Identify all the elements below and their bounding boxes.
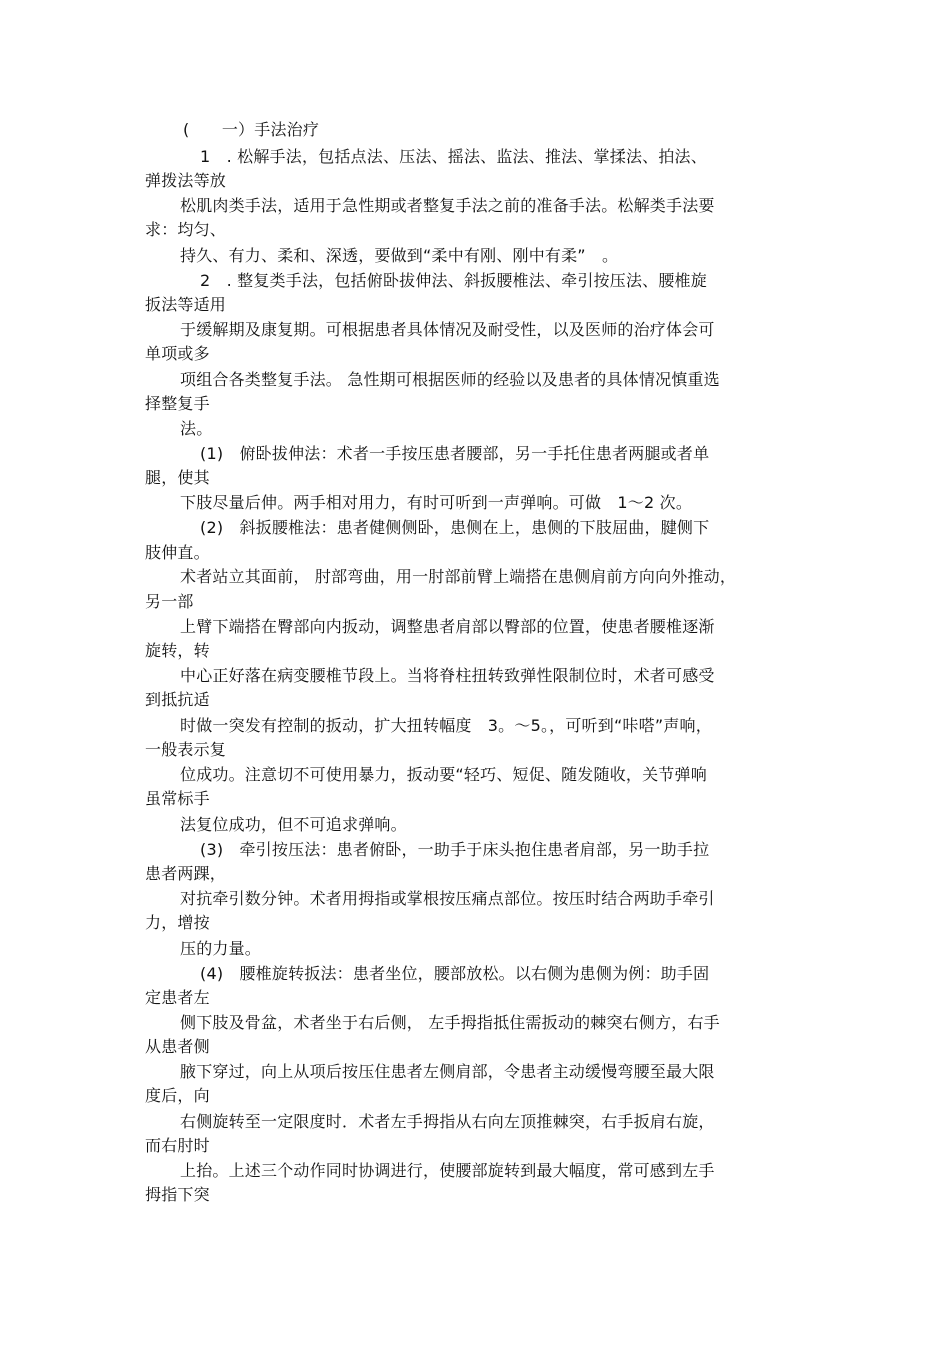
- paragraph-line: 松肌肉类手法，适用于急性期或者整复手法之前的准备手法。松解类手法要: [180, 196, 715, 215]
- paragraph-line: 右侧旋转至一定限度时．术者左手拇指从右向左顶推棘突，右手扳肩右旋，: [180, 1112, 715, 1131]
- paragraph-line: 扳法等适用: [145, 295, 227, 314]
- paragraph-line: (2) 斜扳腰椎法：患者健侧侧卧，患侧在上，患侧的下肢屈曲，腱侧下: [200, 518, 710, 537]
- paragraph-line: 从患者侧: [145, 1037, 210, 1056]
- paragraph-line: 度后，向: [145, 1086, 210, 1105]
- paragraph-line: 法。: [180, 419, 213, 438]
- paragraph-line: 时做一突发有控制的扳动，扩大扭转幅度 3。～5。，可听到“咔嗒”声响，: [180, 716, 712, 735]
- paragraph-line: 肢伸直。: [145, 543, 210, 562]
- paragraph-line: 下肢尽量后伸。两手相对用力，有时可听到一声弹响。可做 1～2 次。: [180, 493, 693, 512]
- paragraph-line: 持久、有力、柔和、深透，要做到“柔中有刚、刚中有柔” 。: [180, 246, 619, 265]
- paragraph-line: 术者站立其面前， 肘部弯曲，用一肘部前臂上端搭在患侧肩前方向向外推动，: [180, 567, 737, 586]
- paragraph-line: 力，增按: [145, 913, 210, 932]
- paragraph-line: 上臂下端搭在臀部向内扳动，调整患者肩部以臀部的位置，使患者腰椎逐渐: [180, 617, 715, 636]
- paragraph-line: 2 . 整复类手法，包括俯卧拔伸法、斜扳腰椎法、牵引按压法、腰椎旋: [200, 271, 707, 290]
- paragraph-line: (1) 俯卧拔伸法：术者一手按压患者腰部，另一手托住患者两腿或者单: [200, 444, 710, 463]
- paragraph-line: 腿，使其: [145, 468, 210, 487]
- paragraph-line: 对抗牵引数分钟。术者用拇指或掌根按压痛点部位。按压时结合两助手牵引: [180, 889, 715, 908]
- paragraph-line: 于缓解期及康复期。可根据患者具体情况及耐受性，以及医师的治疗体会可: [180, 320, 715, 339]
- paragraph-line: 一般表示复: [145, 740, 227, 759]
- paragraph-line: 到抵抗适: [145, 690, 210, 709]
- paragraph-line: 腋下穿过，向上从项后按压住患者左侧肩部，令患者主动缓慢弯腰至最大限: [180, 1062, 715, 1081]
- paragraph-line: 而右肘时: [145, 1136, 210, 1155]
- paragraph-line: 中心正好落在病变腰椎节段上。当将脊柱扭转致弹性限制位时，术者可感受: [180, 666, 715, 685]
- paragraph-line: 压的力量。: [180, 939, 262, 958]
- paragraph-line: 法复位成功，但不可追求弹响。: [180, 815, 407, 834]
- paragraph-line: 侧下肢及骨盆，术者坐于右后侧， 左手拇指抵住需扳动的棘突右侧方，右手: [180, 1013, 720, 1032]
- paragraph-line: 另一部: [145, 592, 194, 611]
- paragraph-line: 弹拨法等放: [145, 171, 227, 190]
- paragraph-line: (4) 腰椎旋转扳法：患者坐位，腰部放松。以右侧为患侧为例：助手固: [200, 964, 710, 983]
- paragraph-line: 单项或多: [145, 344, 210, 363]
- paragraph-line: 择整复手: [145, 394, 210, 413]
- paragraph-line: 求：均匀、: [145, 220, 227, 239]
- paragraph-line: 虽常标手: [145, 789, 210, 808]
- paragraph-line: 位成功。注意切不可使用暴力，扳动要“轻巧、短促、随发随收，关节弹响: [180, 765, 707, 784]
- section-heading: ( 一）手法治疗: [183, 120, 320, 139]
- paragraph-line: 项组合各类整复手法。 急性期可根据医师的经验以及患者的具体情况慎重选: [180, 370, 720, 389]
- paragraph-line: 患者两踝，: [145, 864, 227, 883]
- paragraph-line: 上抬。上述三个动作同时协调进行，使腰部旋转到最大幅度，常可感到左手: [180, 1161, 715, 1180]
- paragraph-line: (3) 牵引按压法：患者俯卧，一助手于床头抱住患者肩部，另一助手拉: [200, 840, 710, 859]
- paragraph-line: 拇指下突: [145, 1185, 210, 1204]
- paragraph-line: 旋转，转: [145, 641, 210, 660]
- paragraph-line: 1 . 松解手法，包括点法、压法、摇法、监法、推法、掌揉法、拍法、: [200, 147, 707, 166]
- paragraph-line: 定患者左: [145, 988, 210, 1007]
